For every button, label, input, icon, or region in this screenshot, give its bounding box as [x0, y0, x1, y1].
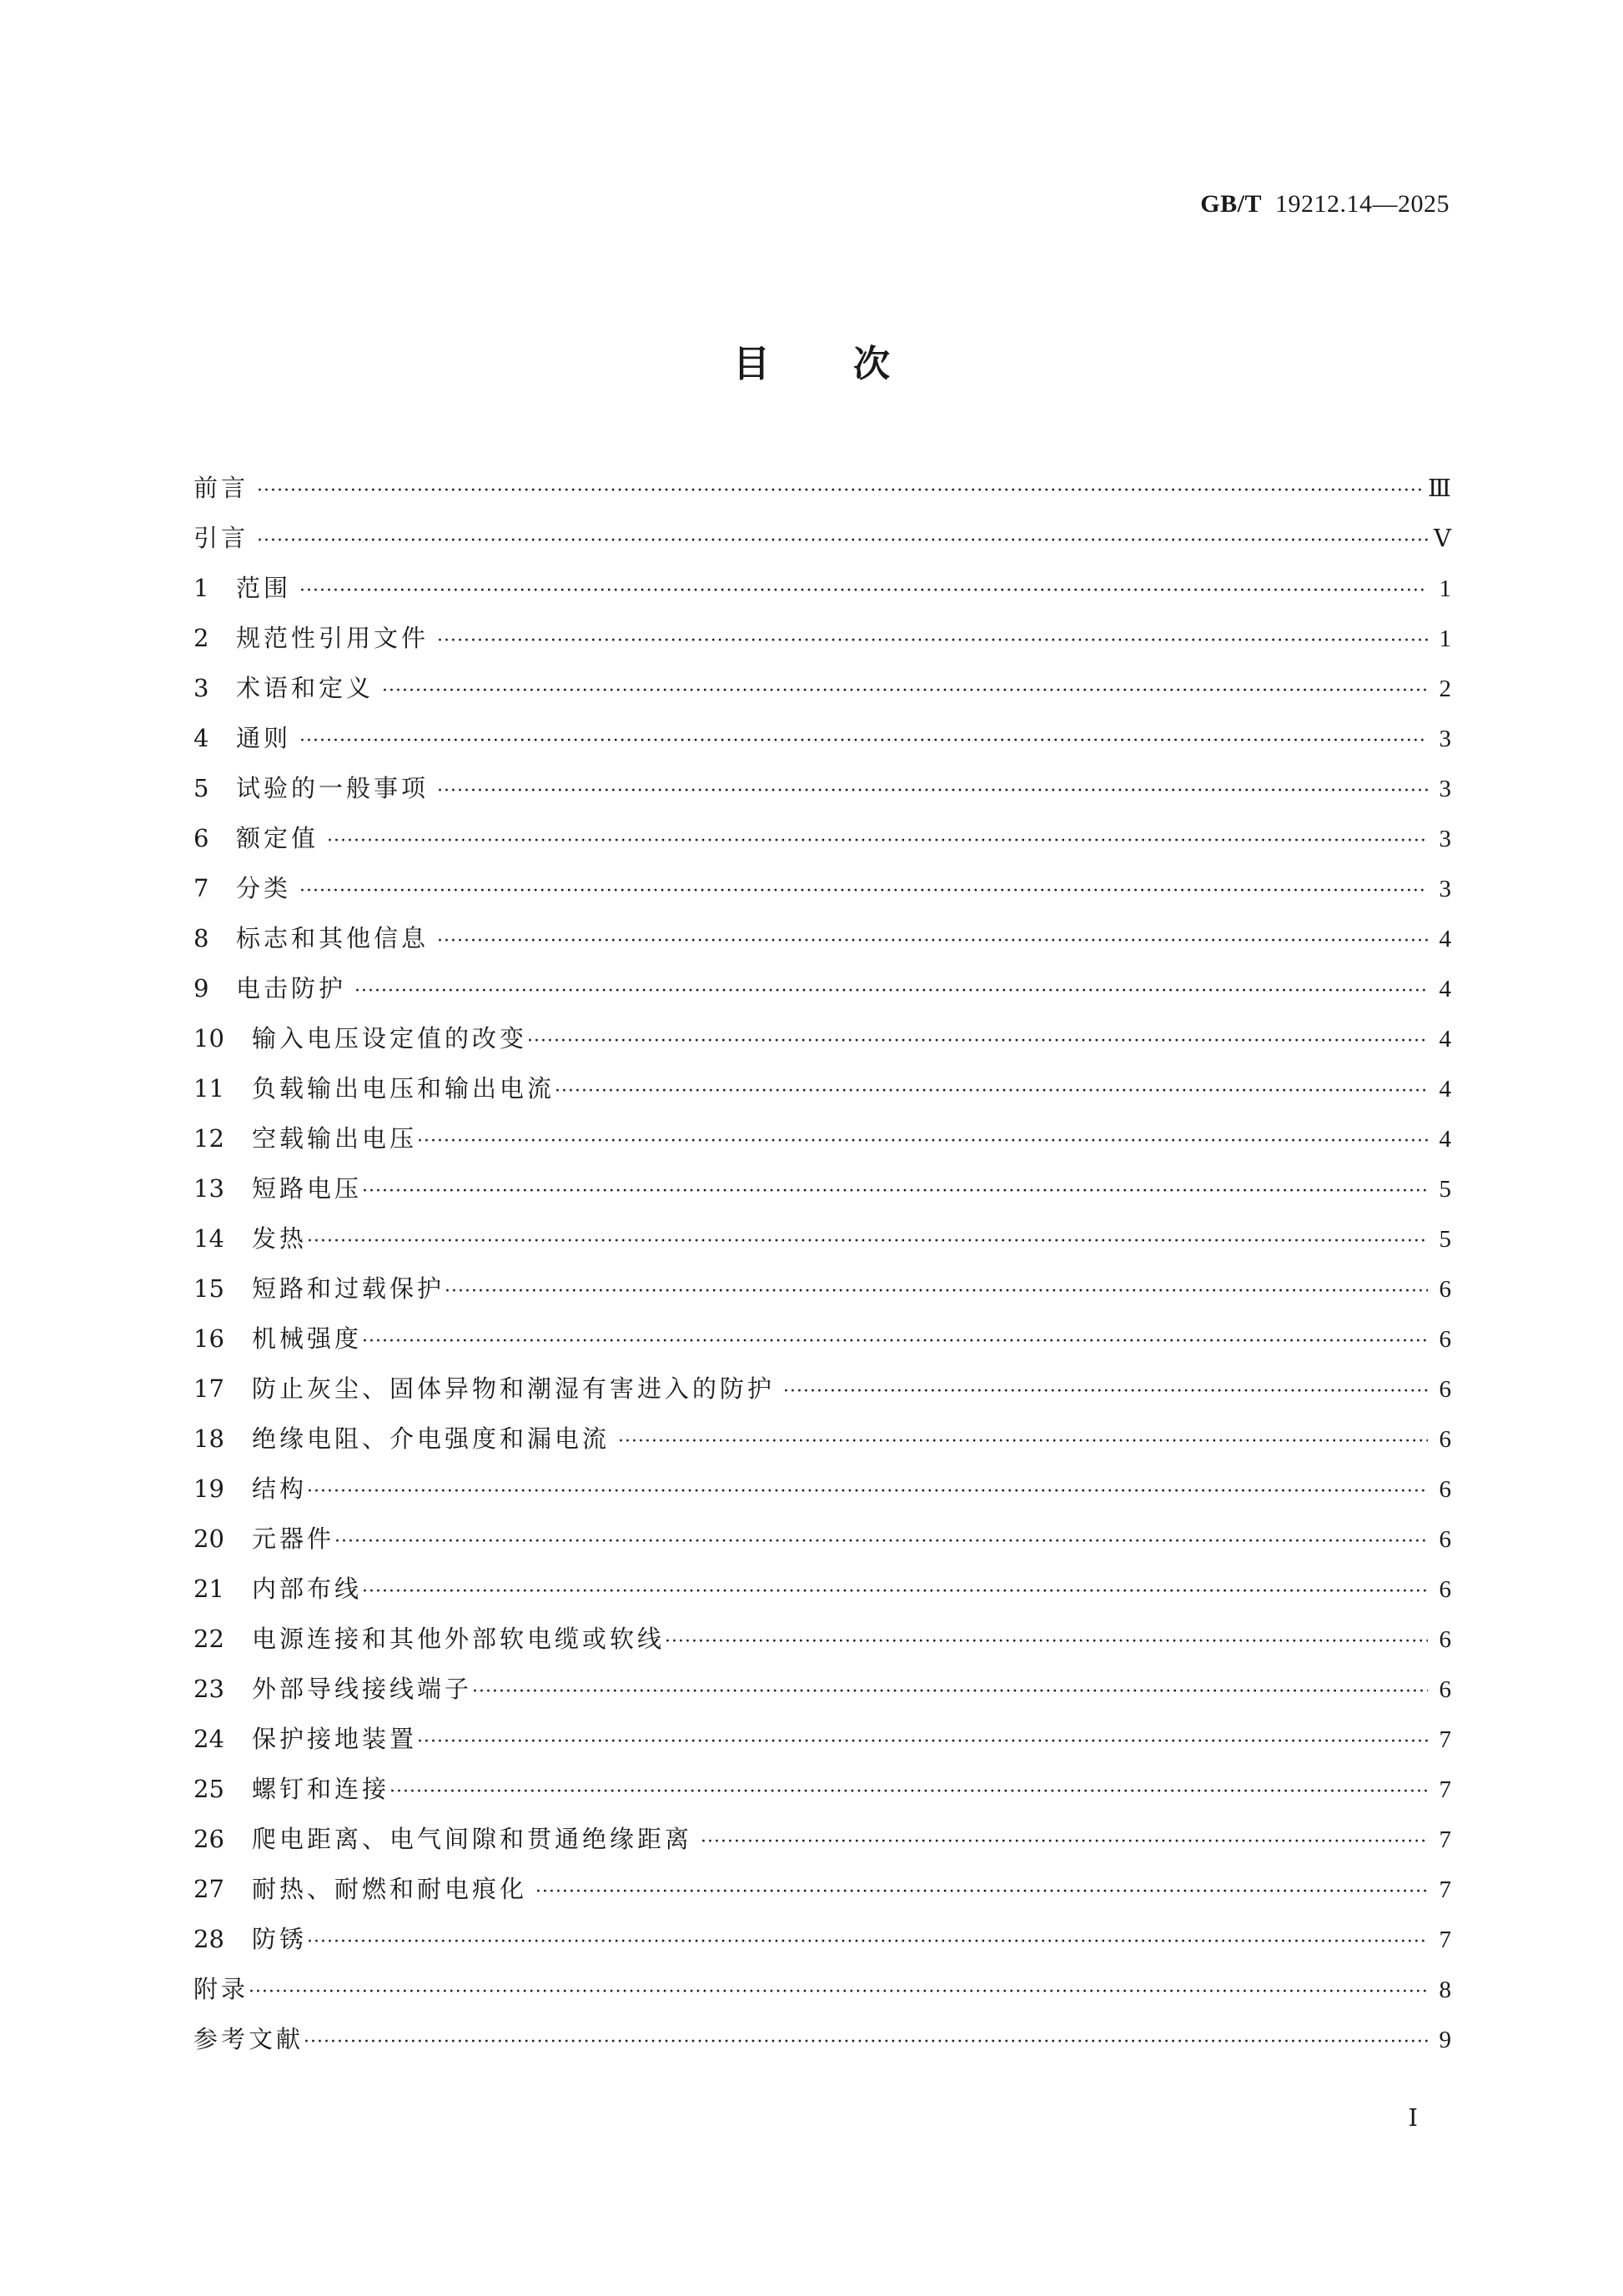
toc-dot-leader — [417, 1717, 1428, 1767]
toc-dot-leader — [445, 1267, 1428, 1317]
toc-dot-leader — [257, 466, 1425, 516]
toc-entry[interactable] — [193, 663, 1451, 713]
toc-entry[interactable] — [193, 1314, 1451, 1364]
toc-entry[interactable] — [193, 863, 1451, 913]
toc-entry-number: 24 — [193, 1725, 224, 1753]
page-title: 目次 — [733, 343, 973, 385]
toc-dot-leader — [437, 766, 1428, 816]
toc-dot-leader — [555, 1067, 1428, 1117]
toc-dot-leader — [437, 917, 1428, 967]
toc-entry[interactable] — [193, 1964, 1451, 2014]
toc-entry-label: 试验的一般事项 — [236, 774, 430, 802]
toc-entry-label: 防止灰尘、固体异物和潮湿有害进入的防护 — [252, 1374, 776, 1403]
toc-entry-number: 8 — [193, 924, 209, 952]
toc-entry-number: 3 — [193, 674, 209, 702]
toc-entry-page: 7 — [1439, 1776, 1451, 1803]
toc-entry-number: 16 — [193, 1324, 224, 1353]
toc-entry[interactable] — [193, 1464, 1451, 1514]
toc-entry-label: 结构 — [252, 1475, 308, 1503]
toc-dot-leader — [354, 967, 1428, 1017]
toc-entry-label: 通则 — [236, 724, 292, 752]
toc-entry-page: 3 — [1439, 876, 1451, 902]
toc-dot-leader — [437, 616, 1428, 666]
toc-entry-number: 22 — [193, 1625, 224, 1653]
toc-dot-leader — [299, 566, 1428, 616]
toc-entry[interactable] — [193, 713, 1451, 763]
table-of-contents — [193, 463, 1451, 2064]
toc-entry-label: 电击防护 — [236, 974, 347, 1002]
toc-entry-page: 2 — [1439, 676, 1451, 702]
toc-entry-label: 发热 — [252, 1224, 308, 1253]
toc-entry-number: 23 — [193, 1675, 224, 1703]
toc-entry-number: 5 — [193, 774, 209, 802]
toc-entry[interactable] — [193, 963, 1451, 1013]
toc-dot-leader — [382, 666, 1428, 716]
page-number: Ⅰ — [1408, 2105, 1418, 2132]
toc-entry-number: 26 — [193, 1825, 224, 1853]
toc-dot-leader — [299, 867, 1428, 917]
toc-dot-leader — [701, 1817, 1428, 1867]
toc-entry-page: 4 — [1439, 926, 1451, 952]
toc-entry-label: 引言 — [193, 524, 249, 552]
toc-entry[interactable] — [193, 613, 1451, 663]
toc-entry-label: 保护接地装置 — [252, 1725, 418, 1753]
toc-entry-label: 爬电距离、电气间隙和贯通绝缘距离 — [252, 1825, 693, 1853]
toc-entry[interactable] — [193, 1614, 1451, 1664]
toc-entry-page: 6 — [1439, 1276, 1451, 1303]
toc-dot-leader — [535, 1867, 1428, 1917]
toc-entry-page: 1 — [1439, 625, 1451, 652]
toc-entry-page: 6 — [1439, 1576, 1451, 1603]
toc-entry-page: Ⅴ — [1434, 525, 1451, 552]
toc-entry-label: 外部导线接线端子 — [252, 1675, 473, 1703]
toc-entry[interactable] — [193, 563, 1451, 613]
toc-entry[interactable] — [193, 813, 1451, 863]
toc-entry-page: 9 — [1439, 2027, 1451, 2053]
toc-entry-number: 18 — [193, 1424, 224, 1453]
toc-entry-label: 分类 — [236, 874, 292, 902]
toc-entry-page: 4 — [1439, 1126, 1451, 1153]
toc-dot-leader — [472, 1667, 1428, 1717]
toc-entry[interactable] — [193, 1013, 1451, 1063]
toc-entry-number: 13 — [193, 1174, 224, 1203]
toc-entry[interactable] — [193, 1814, 1451, 1864]
toc-entry-number: 17 — [193, 1374, 224, 1403]
toc-entry[interactable] — [193, 2014, 1451, 2064]
toc-entry-number: 9 — [193, 974, 209, 1002]
toc-entry-label: 范围 — [236, 574, 292, 602]
toc-entry-number: 11 — [193, 1074, 224, 1103]
toc-entry[interactable] — [193, 763, 1451, 813]
standard-code — [1200, 190, 1450, 219]
toc-dot-leader — [334, 1517, 1428, 1567]
toc-entry-number: 1 — [193, 574, 209, 602]
toc-entry-page: 4 — [1439, 1076, 1451, 1103]
toc-entry[interactable] — [193, 1113, 1451, 1163]
toc-entry-label: 螺钉和连接 — [252, 1775, 390, 1803]
toc-dot-leader — [362, 1317, 1428, 1367]
toc-entry-page: 7 — [1439, 1876, 1451, 1903]
toc-entry[interactable] — [193, 913, 1451, 963]
toc-entry-label: 短路和过载保护 — [252, 1274, 445, 1303]
toc-entry[interactable] — [193, 513, 1451, 563]
toc-entry[interactable] — [193, 1564, 1451, 1614]
toc-entry[interactable] — [193, 463, 1451, 513]
toc-entry-page: Ⅲ — [1428, 475, 1451, 502]
toc-entry-page: 6 — [1439, 1426, 1451, 1453]
toc-dot-leader — [307, 1917, 1428, 1967]
toc-entry-page: 6 — [1439, 1676, 1451, 1703]
toc-entry-label: 规范性引用文件 — [236, 624, 430, 652]
toc-entry-number: 15 — [193, 1274, 224, 1303]
toc-entry-page: 7 — [1439, 1726, 1451, 1753]
toc-dot-leader — [362, 1567, 1428, 1617]
toc-entry-page: 6 — [1439, 1526, 1451, 1553]
toc-entry[interactable] — [193, 1163, 1451, 1213]
toc-entry-page: 3 — [1439, 776, 1451, 802]
toc-dot-leader — [299, 716, 1428, 766]
toc-entry-page: 4 — [1439, 1026, 1451, 1053]
toc-entry-number: 2 — [193, 624, 209, 652]
toc-entry-number: 4 — [193, 724, 209, 752]
toc-entry-label: 附录 — [193, 1975, 249, 2003]
toc-entry-page: 5 — [1439, 1176, 1451, 1203]
toc-dot-leader — [307, 1467, 1428, 1517]
toc-entry-label: 额定值 — [236, 824, 319, 852]
toc-entry[interactable] — [193, 1714, 1451, 1764]
toc-entry-label: 术语和定义 — [236, 674, 374, 702]
toc-dot-leader — [527, 1017, 1428, 1067]
toc-entry[interactable] — [193, 1514, 1451, 1564]
toc-entry-number: 27 — [193, 1875, 224, 1903]
toc-entry-label: 短路电压 — [252, 1174, 363, 1203]
toc-entry-page: 6 — [1439, 1376, 1451, 1403]
toc-entry-label: 电源连接和其他外部软电缆或软线 — [252, 1625, 666, 1653]
toc-entry[interactable] — [193, 1914, 1451, 1964]
standard-prefix: GB/T — [1200, 190, 1262, 218]
toc-entry-number: 20 — [193, 1525, 224, 1553]
toc-entry-page: 3 — [1439, 826, 1451, 852]
toc-entry-page: 6 — [1439, 1626, 1451, 1653]
toc-entry[interactable] — [193, 1414, 1451, 1464]
toc-entry-label: 参考文献 — [193, 2025, 304, 2053]
toc-entry-number: 14 — [193, 1224, 224, 1253]
toc-entry-page: 7 — [1439, 1927, 1451, 1953]
toc-entry-label: 绝缘电阻、介电强度和漏电流 — [252, 1424, 611, 1453]
toc-entry-page: 6 — [1439, 1326, 1451, 1353]
toc-entry-page: 3 — [1439, 726, 1451, 752]
toc-entry[interactable] — [193, 1063, 1451, 1113]
toc-entry-label: 耐热、耐燃和耐电痕化 — [252, 1875, 528, 1903]
toc-dot-leader — [618, 1417, 1428, 1467]
toc-dot-leader — [389, 1767, 1428, 1817]
toc-entry-number: 7 — [193, 874, 209, 902]
toc-entry-number: 10 — [193, 1024, 224, 1053]
toc-entry-number: 6 — [193, 824, 209, 852]
toc-dot-leader — [417, 1117, 1428, 1167]
toc-entry[interactable] — [193, 1213, 1451, 1264]
toc-dot-leader — [304, 2017, 1428, 2067]
toc-dot-leader — [665, 1617, 1428, 1667]
toc-entry-page: 4 — [1439, 976, 1451, 1002]
toc-entry-number: 19 — [193, 1475, 224, 1503]
toc-entry[interactable] — [193, 1664, 1451, 1714]
toc-entry[interactable] — [193, 1364, 1451, 1414]
toc-dot-leader — [257, 516, 1428, 566]
toc-dot-leader — [362, 1167, 1428, 1217]
standard-number: 19212.14—2025 — [1275, 190, 1450, 218]
toc-entry-number: 21 — [193, 1575, 224, 1603]
toc-entry-number: 25 — [193, 1775, 224, 1803]
toc-dot-leader — [327, 816, 1428, 867]
toc-entry-label: 前言 — [193, 474, 249, 502]
toc-dot-leader — [307, 1217, 1428, 1267]
toc-entry-label: 内部布线 — [252, 1575, 363, 1603]
toc-dot-leader — [783, 1367, 1428, 1417]
toc-entry-label: 空载输出电压 — [252, 1124, 418, 1153]
toc-entry[interactable] — [193, 1764, 1451, 1814]
toc-entry-number: 28 — [193, 1925, 224, 1953]
toc-entry-page: 5 — [1439, 1226, 1451, 1253]
toc-dot-leader — [249, 1967, 1428, 2017]
toc-entry[interactable] — [193, 1864, 1451, 1914]
toc-entry-label: 标志和其他信息 — [236, 924, 430, 952]
toc-entry-label: 防锈 — [252, 1925, 308, 1953]
toc-entry-label: 负载输出电压和输出电流 — [252, 1074, 555, 1103]
toc-entry-label: 机械强度 — [252, 1324, 363, 1353]
toc-entry[interactable] — [193, 1264, 1451, 1314]
toc-entry-page: 8 — [1439, 1977, 1451, 2003]
toc-entry-page: 1 — [1439, 575, 1451, 602]
toc-entry-label: 输入电压设定值的改变 — [252, 1024, 528, 1053]
toc-entry-number: 12 — [193, 1124, 224, 1153]
toc-entry-label: 元器件 — [252, 1525, 335, 1553]
toc-entry-page: 7 — [1439, 1826, 1451, 1853]
toc-entry-page: 6 — [1439, 1476, 1451, 1503]
